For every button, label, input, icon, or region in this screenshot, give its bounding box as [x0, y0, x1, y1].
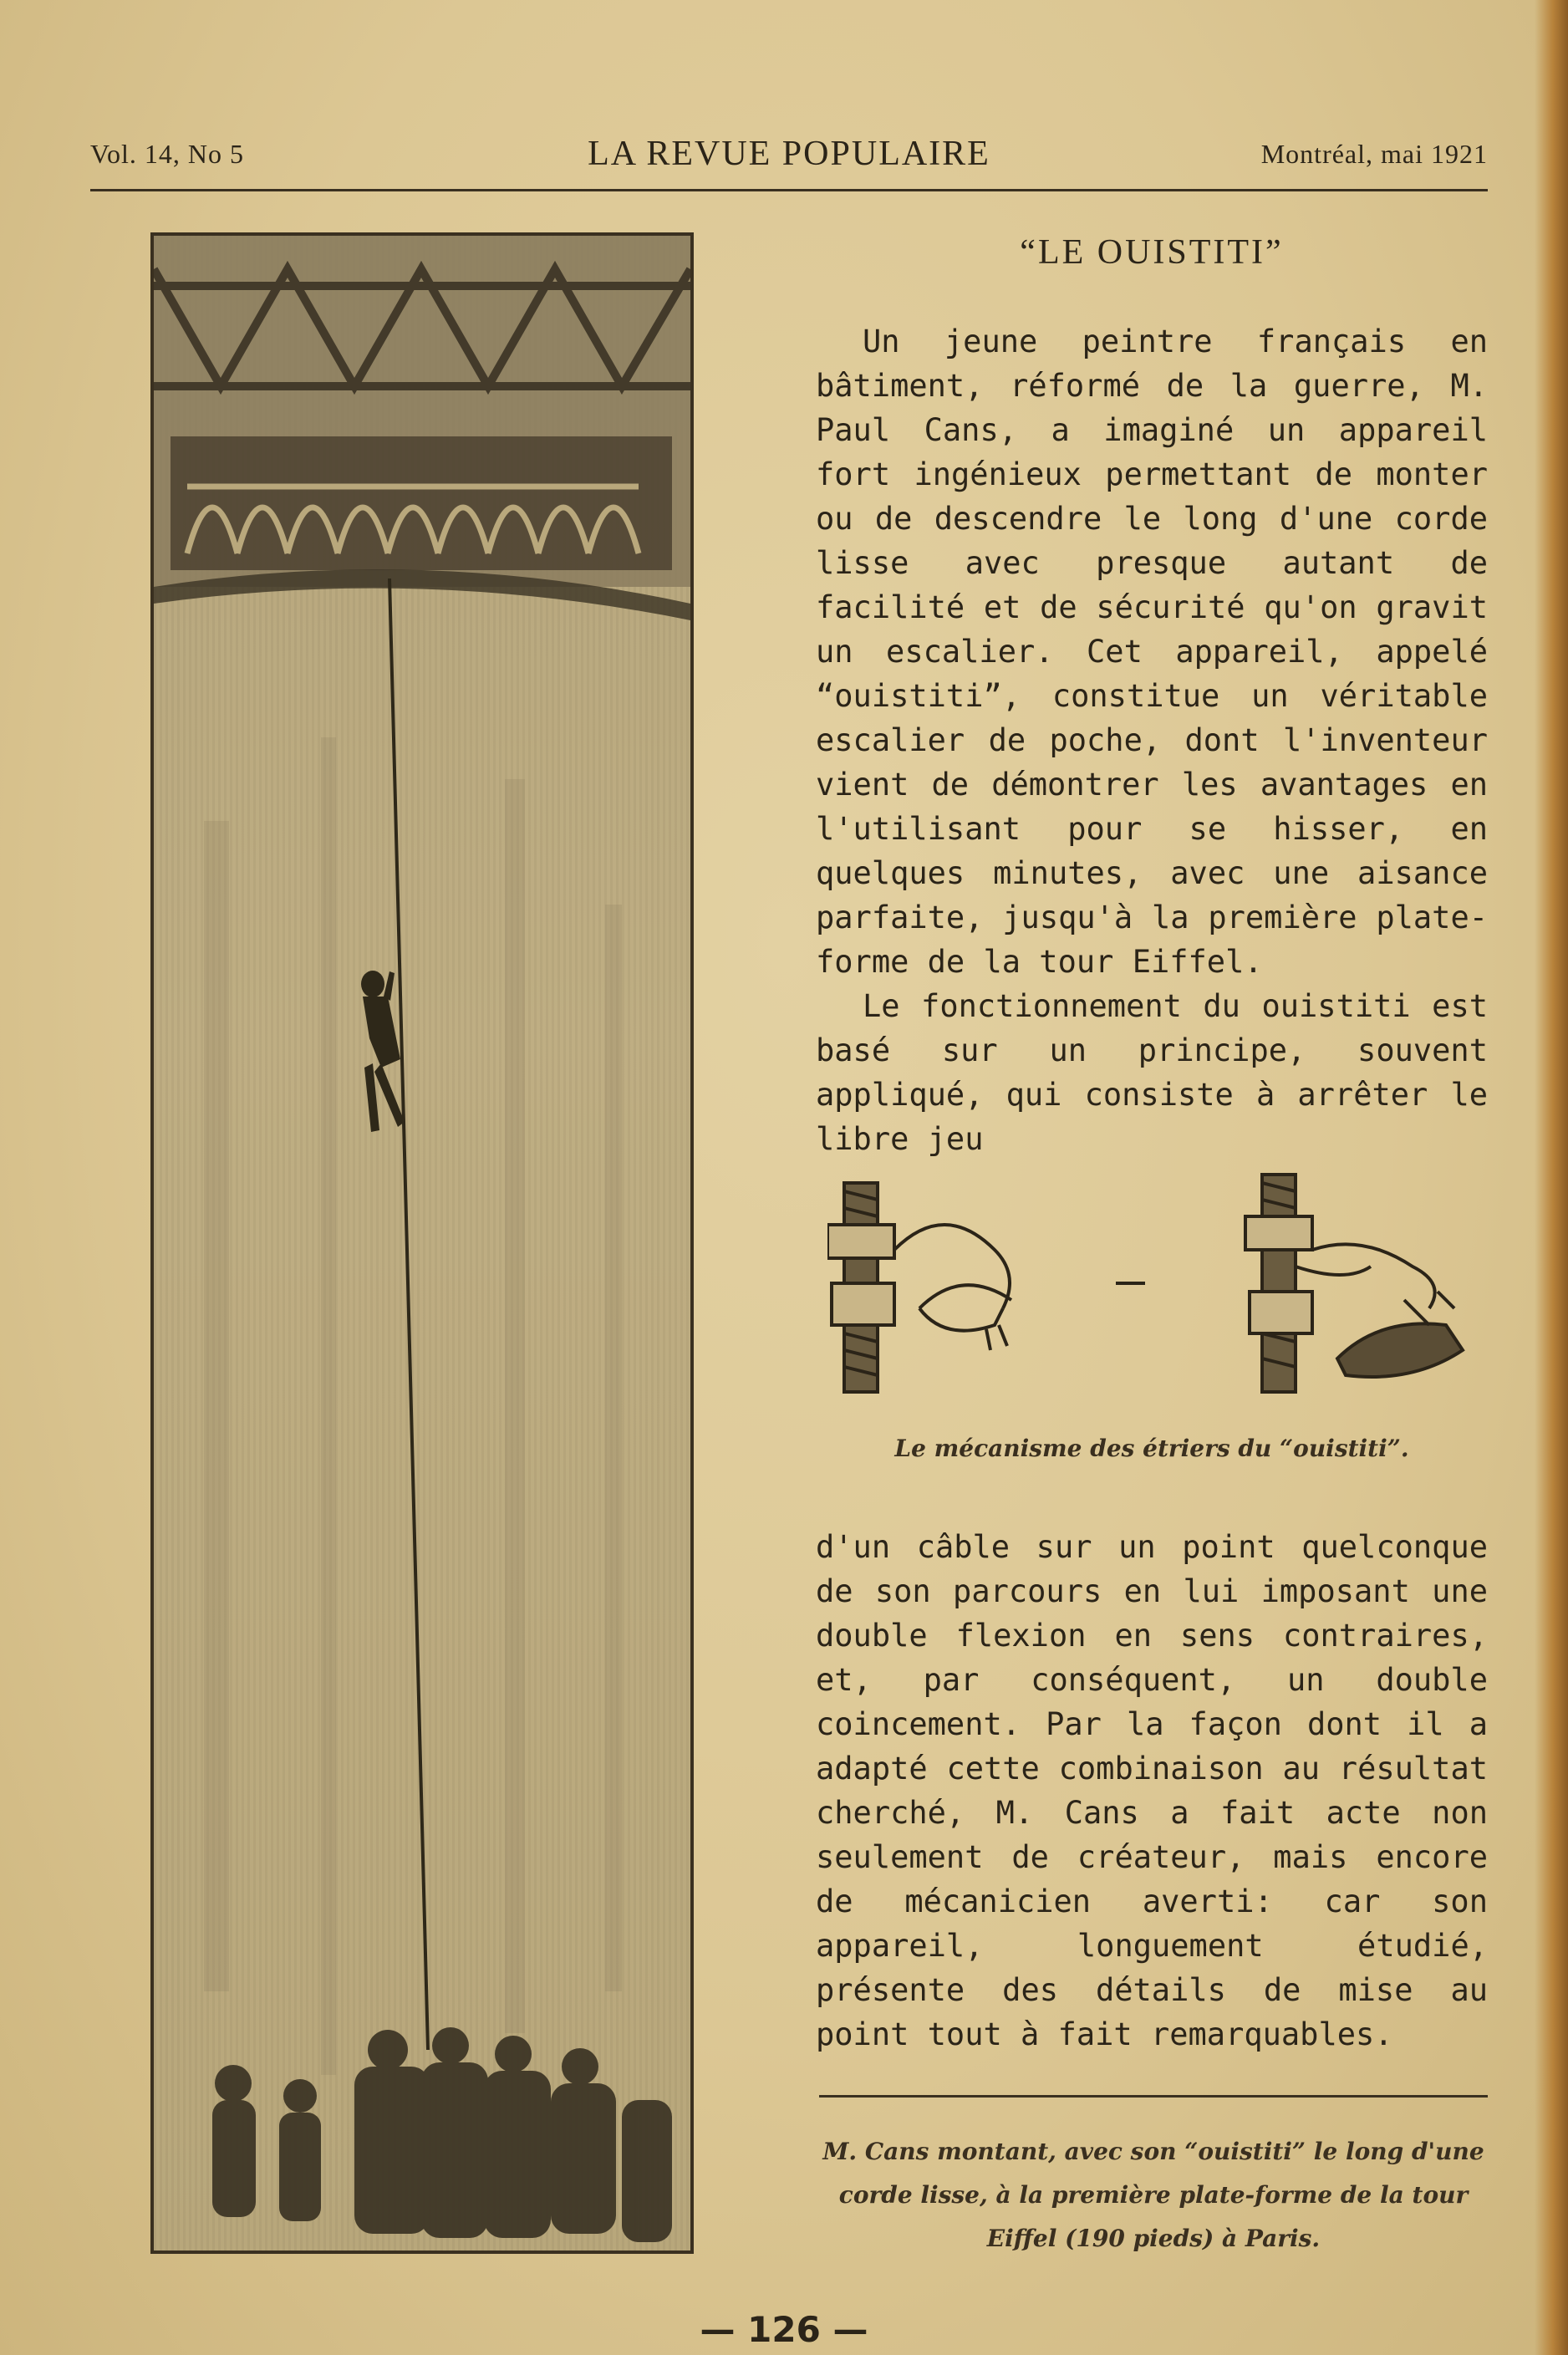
magazine-title: LA REVUE POPULAIRE: [588, 135, 990, 173]
volume-number: Vol. 14, No 5: [90, 139, 244, 169]
mechanism-diagram: [827, 1166, 1479, 1400]
location-date: Montréal, mai 1921: [1260, 139, 1488, 169]
page-number: — 126 —: [700, 2309, 868, 2350]
article-body-bottom: [816, 1525, 1488, 2057]
header-rule: [90, 189, 1488, 191]
article-paragraph: d'un câble sur un point quelconque de son parcours en lui imposant une double flexion en sens contraires, et, par conséquent, un double coincement. Par la façon dont il a adapté cette combinaison au résultat cherché, M. Cans a fait acte non seulement de créateur, mais encore de mécanicien averti: car son appareil, longuement étudié, présente des détails de mise au point tout à fait remarquables.: [816, 1529, 1488, 2052]
article-title: “LE OUISTITI”: [1020, 233, 1284, 272]
climber-illustration: [154, 236, 690, 2251]
article-body-top: [816, 319, 1488, 1161]
article-paragraph: Le fonctionnement du ouistiti est basé sur un principe, souvent appliqué, qui consiste à arrêter le libre jeu: [816, 988, 1488, 1157]
photo-caption: M. Cans montant, avec son “ouistiti” le long d'une corde lisse, à la première plate-forme de la tour Eiffel (190 pieds) à Paris.: [822, 2138, 1484, 2252]
caption-rule: [819, 2095, 1488, 2098]
eiffel-tower-photo: [150, 232, 694, 2254]
article-paragraph: Un jeune peintre français en bâtiment, réformé de la guerre, M. Paul Cans, a imaginé un appareil fort ingénieux permettant de monter ou de descendre le long d'une corde lisse avec presque autant de facilité et de sécurité qu'on gravit un escalier. Cet appareil, appelé “ouistiti”, constitue un véritable escalier de poche, dont l'inventeur vient de démontrer les avantages en l'utilisant pour se hisser, en quelques minutes, avec une aisance parfaite, jusqu'à la première plate-forme de la tour Eiffel.: [816, 324, 1488, 980]
page-edge: [1535, 0, 1568, 2355]
mechanism-caption: Le mécanisme des étriers du “ouistiti”.: [894, 1435, 1409, 1462]
page-header: [90, 134, 1488, 184]
